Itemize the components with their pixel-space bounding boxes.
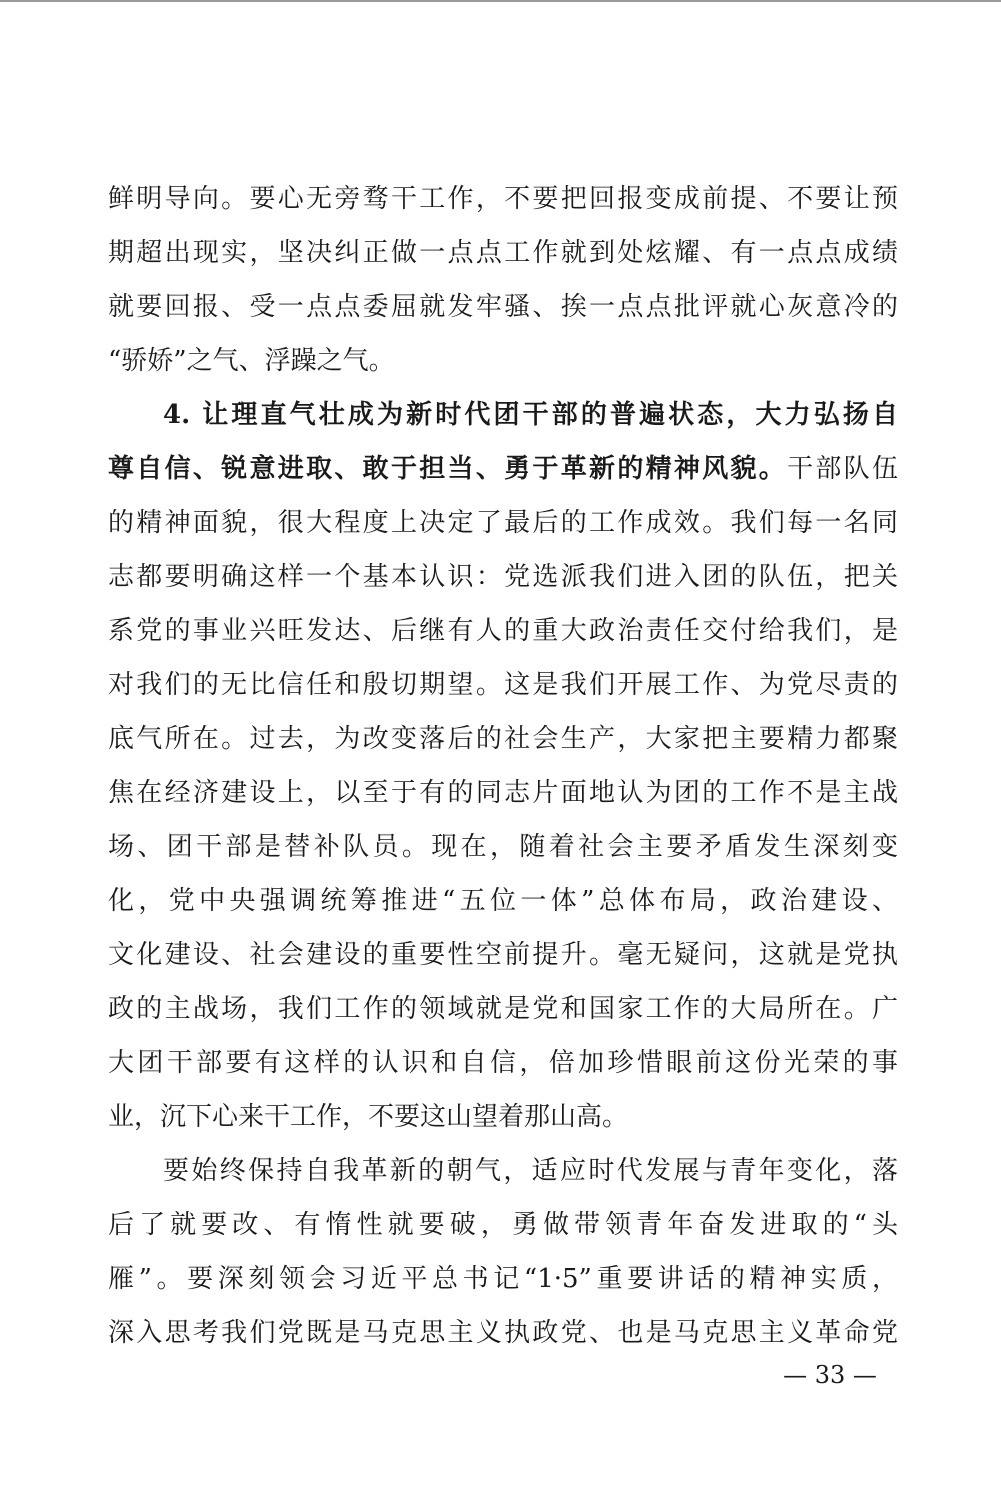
text-line: 文化建设、社会建设的重要性空前提升。毫无疑问，这就是党执: [108, 940, 898, 970]
text-line: 系党的事业兴旺发达、后继有人的重大政治责任交付给我们，是: [108, 616, 898, 646]
text-line: [108, 442, 898, 496]
text-line: 深入思考我们党既是马克思主义执政党、也是马克思主义革命党: [108, 1318, 898, 1348]
page-number: — 33 —: [783, 1361, 877, 1389]
text-line: 期超出现实，坚决纠正做一点点工作就到处炫耀、有一点点成绩: [108, 238, 898, 268]
bold-heading-text: 尊自信、锐意进取、敢于担当、勇于革新的精神风貌。: [108, 454, 788, 484]
text-line: 的精神面貌，很大程度上决定了最后的工作成效。我们每一名同: [108, 508, 898, 538]
text-run: 干部队伍: [787, 454, 898, 484]
text-line: 化，党中央强调统筹推进“五位一体”总体布局，政治建设、: [108, 886, 898, 916]
body-text: [108, 172, 898, 1360]
text-line: 要始终保持自我革新的朝气，适应时代发展与青年变化，落: [163, 1156, 898, 1186]
text-line: 业，沉下心来干工作，不要这山望着那山高。: [108, 1102, 629, 1132]
text-line: 后了就要改、有惰性就要破，勇做带领青年奋发进取的“头: [108, 1210, 898, 1240]
text-line: 底气所在。过去，为改变落后的社会生产，大家把主要精力都聚: [108, 724, 898, 754]
text-line: 场、团干部是替补队员。现在，随着社会主要矛盾发生深刻变: [108, 832, 898, 862]
text-line: 雁”。要深刻领会习近平总书记“1·5”重要讲话的精神实质，: [108, 1264, 898, 1294]
text-line: 就要回报、受一点点委屈就发牢骚、挨一点点批评就心灰意冷的: [108, 292, 898, 322]
text-line: 鲜明导向。要心无旁骛干工作，不要把回报变成前提、不要让预: [108, 184, 898, 214]
text-line: 大团干部要有这样的认识和自信，倍加珍惜眼前这份光荣的事: [108, 1048, 898, 1078]
paragraph: [108, 388, 898, 1144]
text-line: 政的主战场，我们工作的领域就是党和国家工作的大局所在。广: [108, 994, 898, 1024]
text-line: 志都要明确这样一个基本认识：党选派我们进入团的队伍，把关: [108, 562, 898, 592]
text-line: [108, 388, 898, 442]
paragraph: [108, 172, 898, 388]
text-line: 焦在经济建设上，以至于有的同志片面地认为团的工作不是主战: [108, 778, 898, 808]
paragraph: [108, 1144, 898, 1360]
top-border-line: [0, 0, 1001, 2]
bold-heading-text: 4. 让理直气壮成为新时代团干部的普遍状态，大力弘扬自: [163, 400, 898, 430]
text-line: 对我们的无比信任和殷切期望。这是我们开展工作、为党尽责的: [108, 670, 898, 700]
text-line: “骄娇”之气、浮躁之气。: [108, 346, 395, 376]
